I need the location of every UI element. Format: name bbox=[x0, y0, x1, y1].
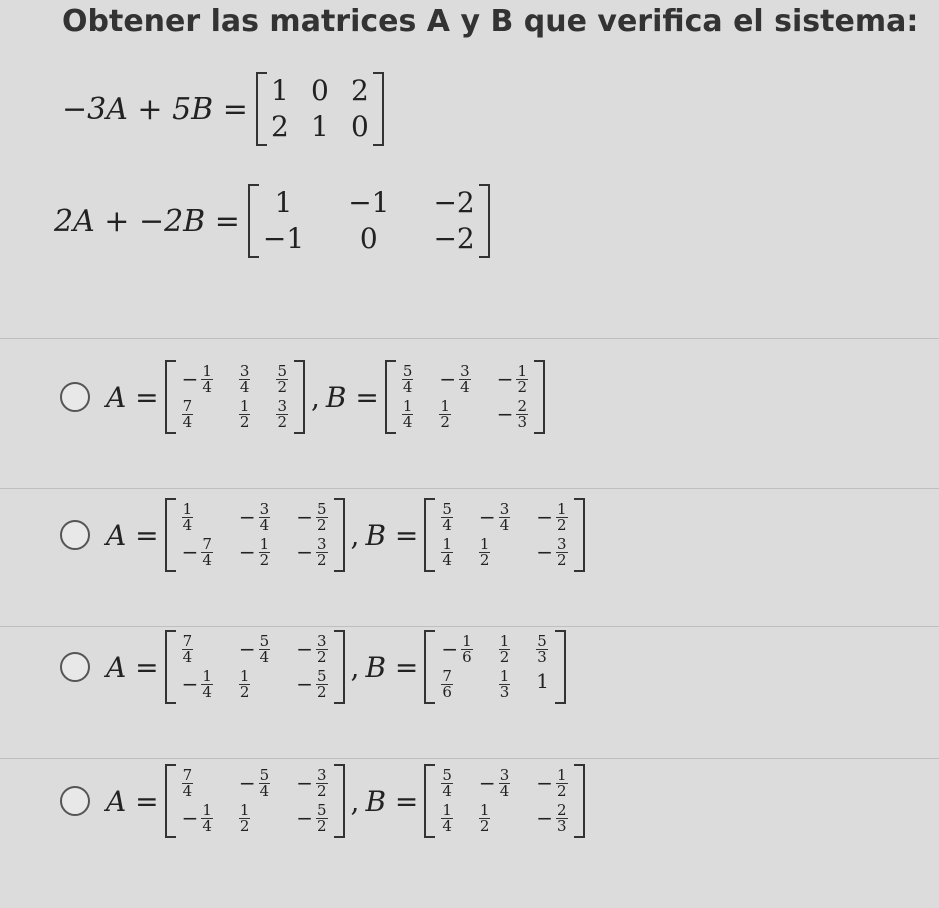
equation-2-lhs: 2A + −2B = bbox=[54, 203, 240, 239]
matrix-b bbox=[424, 630, 566, 704]
matrix-entry: $\frac{3}{4}$ bbox=[239, 362, 250, 396]
matrix-cell: −1 bbox=[262, 222, 305, 255]
matrix-entry: $\frac{7}{4}$ bbox=[182, 397, 193, 431]
equation-1-matrix bbox=[256, 72, 384, 146]
matrix-entry: $\frac{1}{2}$ bbox=[440, 397, 450, 431]
equation-2 bbox=[54, 184, 490, 258]
matrix-entry: $\frac{1}{4}$ bbox=[182, 500, 193, 534]
right-bracket bbox=[334, 498, 345, 572]
comma-separator: , bbox=[350, 650, 360, 684]
matrix-a-label: A = bbox=[106, 784, 159, 818]
matrix-entry: − $\frac{7}{4}$ bbox=[181, 535, 212, 569]
left-bracket bbox=[424, 630, 435, 704]
matrix-entry: $\frac{5}{4}$ bbox=[402, 362, 413, 396]
left-bracket bbox=[424, 498, 435, 572]
matrix-entry: − $\frac{1}{2}$ bbox=[536, 766, 567, 800]
matrix-a-label: A = bbox=[106, 650, 159, 684]
equation-1-lhs: −3A + 5B = bbox=[62, 91, 248, 127]
option-divider bbox=[0, 758, 939, 759]
left-bracket bbox=[256, 72, 267, 146]
matrix-cell: 0 bbox=[350, 110, 369, 143]
matrix-entry: − $\frac{1}{2}$ bbox=[238, 535, 270, 569]
matrix-entry: $\frac{5}{4}$ bbox=[442, 766, 452, 800]
matrix-entry: − $\frac{3}{4}$ bbox=[439, 362, 470, 396]
matrix-b bbox=[385, 360, 545, 434]
answer-option-4[interactable] bbox=[60, 764, 585, 838]
matrix-entry: − $\frac{5}{4}$ bbox=[238, 632, 270, 666]
matrix-entry: − $\frac{3}{2}$ bbox=[536, 535, 567, 569]
right-bracket bbox=[574, 764, 585, 838]
matrix-b bbox=[424, 764, 584, 838]
matrix-b-label: B = bbox=[325, 380, 379, 414]
left-bracket bbox=[165, 630, 176, 704]
matrix-a bbox=[165, 630, 345, 704]
radio-button[interactable] bbox=[60, 520, 90, 550]
matrix-entry: $\frac{1}{2}$ bbox=[239, 667, 250, 701]
left-bracket bbox=[165, 498, 176, 572]
left-bracket bbox=[165, 764, 176, 838]
left-bracket bbox=[385, 360, 396, 434]
comma-separator: , bbox=[350, 784, 360, 818]
left-bracket bbox=[424, 764, 435, 838]
comma-separator: , bbox=[350, 518, 360, 552]
matrix-a bbox=[165, 498, 345, 572]
matrix-a-label: A = bbox=[106, 380, 159, 414]
equation-1 bbox=[62, 72, 384, 146]
matrix-entry: $\frac{7}{4}$ bbox=[182, 632, 193, 666]
option-expression bbox=[106, 360, 545, 434]
option-divider bbox=[0, 488, 939, 489]
matrix-entry: − $\frac{1}{4}$ bbox=[181, 667, 212, 701]
matrix-entry: − $\frac{5}{2}$ bbox=[296, 500, 327, 534]
matrix-entry: $\frac{1}{2}$ bbox=[499, 632, 510, 666]
matrix-cell: 2 bbox=[270, 110, 289, 143]
option-divider bbox=[0, 626, 939, 627]
matrix-entry: $\frac{1}{2}$ bbox=[479, 801, 490, 835]
matrix-cell: 0 bbox=[359, 222, 378, 255]
matrix-cell: 1 bbox=[310, 110, 329, 143]
option-expression bbox=[106, 764, 585, 838]
left-bracket bbox=[248, 184, 259, 258]
radio-button[interactable] bbox=[60, 382, 90, 412]
matrix-entry: − $\frac{1}{4}$ bbox=[181, 801, 212, 835]
answer-option-3[interactable] bbox=[60, 630, 566, 704]
matrix-entry: $\frac{1}{2}$ bbox=[239, 397, 250, 431]
section-divider bbox=[0, 338, 939, 339]
matrix-entry: − $\frac{1}{6}$ bbox=[441, 632, 472, 666]
matrix-entry: $\frac{3}{2}$ bbox=[277, 397, 287, 431]
comma-separator: , bbox=[311, 380, 320, 414]
matrix-entry: − $\frac{3}{4}$ bbox=[478, 766, 510, 800]
right-bracket bbox=[555, 630, 566, 704]
radio-button[interactable] bbox=[60, 652, 90, 682]
matrix-a-label: A = bbox=[106, 518, 159, 552]
right-bracket bbox=[534, 360, 545, 434]
radio-button[interactable] bbox=[60, 786, 90, 816]
matrix-entry: − $\frac{1}{2}$ bbox=[496, 362, 528, 396]
matrix-entry: $\frac{5}{4}$ bbox=[442, 500, 452, 534]
matrix-entry: $\frac{1}{4}$ bbox=[402, 397, 413, 431]
matrix-entry: $\frac{7}{4}$ bbox=[182, 766, 193, 800]
matrix-entry: $\frac{5}{2}$ bbox=[277, 362, 287, 396]
matrix-entry: $\frac{1}{4}$ bbox=[442, 801, 452, 835]
matrix-cell: 0 bbox=[310, 74, 329, 107]
question-title: Obtener las matrices A y B que verifica el sistema: bbox=[62, 4, 919, 39]
matrix-b-label: B = bbox=[365, 784, 419, 818]
matrix-entry: $\frac{5}{3}$ bbox=[537, 632, 547, 666]
matrix-entry: − $\frac{5}{2}$ bbox=[296, 667, 327, 701]
matrix-entry: − $\frac{1}{4}$ bbox=[181, 362, 212, 396]
matrix-a bbox=[165, 360, 305, 434]
matrix-entry: $\frac{1}{4}$ bbox=[442, 535, 452, 569]
matrix-b-label: B = bbox=[365, 650, 419, 684]
matrix-entry: − $\frac{1}{2}$ bbox=[536, 500, 567, 534]
right-bracket bbox=[334, 764, 345, 838]
option-expression bbox=[106, 630, 566, 704]
matrix-entry: − $\frac{3}{4}$ bbox=[478, 500, 510, 534]
matrix-cell: 1 bbox=[270, 74, 289, 107]
right-bracket bbox=[334, 630, 345, 704]
option-expression bbox=[106, 498, 585, 572]
matrix-b-label: B = bbox=[365, 518, 419, 552]
matrix-entry: $\frac{7}{6}$ bbox=[442, 667, 452, 701]
right-bracket bbox=[574, 498, 585, 572]
matrix-entry: 1 bbox=[536, 669, 549, 693]
answer-option-2[interactable] bbox=[60, 498, 585, 572]
matrix-entry: − $\frac{3}{2}$ bbox=[296, 632, 327, 666]
matrix-entry: − $\frac{5}{2}$ bbox=[296, 801, 327, 835]
matrix-entry: − $\frac{3}{2}$ bbox=[296, 535, 327, 569]
matrix-entry: − $\frac{5}{4}$ bbox=[238, 766, 270, 800]
right-bracket bbox=[479, 184, 490, 258]
matrix-entry: $\frac{1}{2}$ bbox=[239, 801, 250, 835]
matrix-a bbox=[165, 764, 345, 838]
matrix-entry: $\frac{1}{3}$ bbox=[499, 667, 510, 701]
matrix-cell: 2 bbox=[350, 74, 369, 107]
right-bracket bbox=[294, 360, 305, 434]
matrix-cell: −2 bbox=[433, 222, 475, 255]
matrix-b bbox=[424, 498, 584, 572]
matrix-entry: $\frac{1}{2}$ bbox=[479, 535, 490, 569]
matrix-entry: − $\frac{2}{3}$ bbox=[536, 801, 567, 835]
matrix-entry: − $\frac{2}{3}$ bbox=[496, 397, 528, 431]
matrix-cell: 1 bbox=[274, 186, 293, 219]
right-bracket bbox=[373, 72, 384, 146]
answer-option-1[interactable] bbox=[60, 360, 545, 434]
matrix-entry: − $\frac{3}{4}$ bbox=[238, 500, 270, 534]
left-bracket bbox=[165, 360, 176, 434]
equation-2-matrix bbox=[248, 184, 490, 258]
matrix-cell: −2 bbox=[433, 186, 475, 219]
matrix-entry: − $\frac{3}{2}$ bbox=[296, 766, 327, 800]
matrix-cell: −1 bbox=[348, 186, 390, 219]
